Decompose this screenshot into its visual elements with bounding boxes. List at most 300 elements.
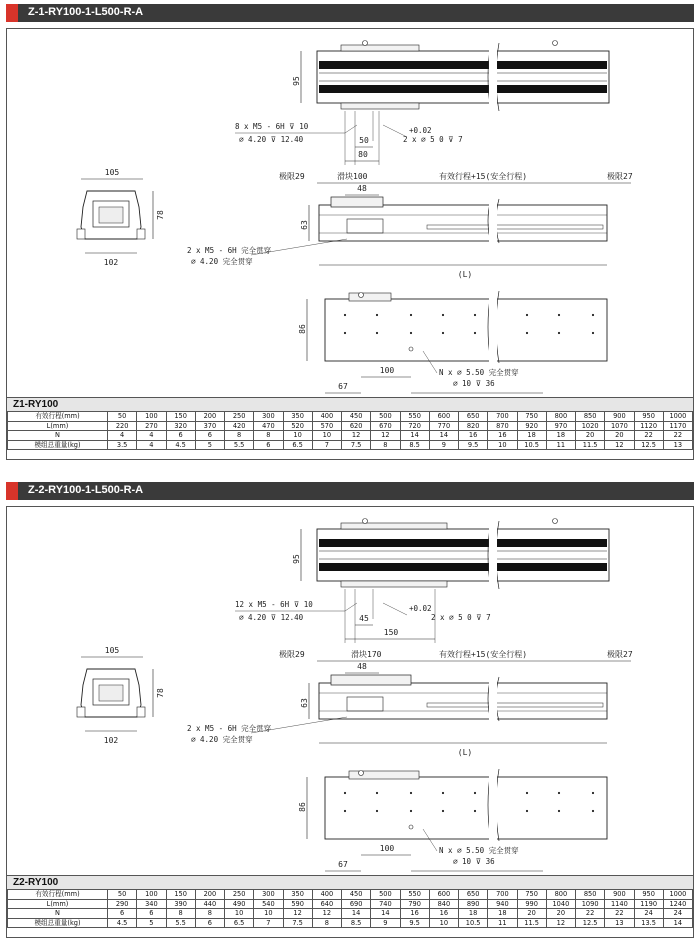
spec-grid-1 (7, 411, 693, 450)
dim-105: 105 (104, 646, 120, 655)
leader-line (345, 125, 357, 133)
table-cell: 440 (195, 899, 224, 909)
table-cell: 10.5 (459, 918, 488, 928)
table-cell: 100 (137, 890, 166, 900)
table-cell: 900 (605, 412, 634, 422)
bottom-hole (558, 314, 560, 316)
table-cell: 4 (137, 431, 166, 441)
table-cell: 5 (195, 440, 224, 450)
table-cell: 9 (429, 440, 458, 450)
note-pin-holes: 2 x ⌀ 5 0 ⊽ 7 (431, 613, 491, 622)
table-cell: 290 (108, 899, 137, 909)
table-cell: 750 (517, 890, 546, 900)
dim-63: 63 (300, 220, 309, 230)
label-limit-left: 极限29 (279, 172, 305, 181)
table-cell: 13.5 (634, 918, 663, 928)
note-side-thread: 2 x M5 - 6H 完全贯穿 (187, 246, 272, 255)
table-cell: 18 (546, 431, 575, 441)
table-cell: 12 (605, 440, 634, 450)
table-cell: 6 (137, 909, 166, 919)
table-cell: 6.5 (225, 918, 254, 928)
end-view (77, 646, 165, 745)
table-cell: 9.5 (459, 440, 488, 450)
break-gap (489, 520, 497, 590)
top-belt-lower (319, 563, 607, 571)
note-drill-depth: ⌀ 4.20 ⊽ 12.40 (239, 613, 304, 622)
bottom-hole (376, 314, 378, 316)
table-cell: 7 (254, 918, 283, 928)
dim-105: 105 (104, 168, 120, 177)
table-cell: 20 (605, 431, 634, 441)
dim-67: 67 (338, 860, 348, 869)
table-title-2: Z2-RY100 (7, 875, 693, 889)
table-cell: 1120 (634, 421, 663, 431)
table-cell: 950 (634, 412, 663, 422)
table-cell: 1020 (576, 421, 605, 431)
break-gap (489, 198, 497, 244)
bottom-hole (592, 332, 594, 334)
table-cell: 12 (371, 431, 400, 441)
top-slider-plate (341, 45, 419, 51)
top-slider-plate (341, 523, 447, 529)
label-slider: 滑块100 (337, 172, 368, 181)
table-cell: 10 (429, 918, 458, 928)
table-cell: 350 (283, 890, 312, 900)
table-cell: 850 (576, 890, 605, 900)
top-slider-plate (341, 581, 447, 587)
note-thread-holes: 8 x M5 - 6H ⊽ 10 (235, 122, 309, 131)
dim-100: 100 (379, 844, 395, 853)
end-view-foot (137, 229, 145, 239)
table-cell: 340 (137, 899, 166, 909)
top-view (235, 41, 609, 166)
table-cell: 10 (254, 909, 283, 919)
table-cell: 6 (195, 431, 224, 441)
table-cell: 9 (371, 918, 400, 928)
table-cell: 6 (108, 909, 137, 919)
table-cell: 250 (225, 890, 254, 900)
table-cell: 4 (108, 431, 137, 441)
bottom-hole (344, 792, 346, 794)
bottom-hole (410, 792, 412, 794)
dim-L: (L) (457, 748, 473, 757)
row-header: 有效行程(mm) (8, 890, 108, 900)
row-header: L(mm) (8, 899, 108, 909)
bottom-hole (442, 332, 444, 334)
dim-80: 80 (358, 150, 368, 159)
bottom-view-body (325, 777, 607, 839)
top-belt-lower (319, 85, 607, 93)
side-carriage (347, 219, 383, 233)
note-bottom-counterbore: ⌀ 10 ⊽ 36 (453, 379, 495, 388)
bottom-view (298, 290, 607, 405)
table-cell: 16 (459, 431, 488, 441)
bottom-hole (376, 792, 378, 794)
table-cell: 8 (312, 918, 341, 928)
table-cell: 11.5 (517, 918, 546, 928)
label-slider: 滑块170 (351, 650, 382, 659)
side-view (187, 171, 633, 279)
table-cell: 14 (663, 918, 692, 928)
bottom-hole (344, 810, 346, 812)
spec-table-2 (7, 875, 693, 928)
note-bottom-holes: N x ⌀ 5.50 完全贯穿 (439, 846, 519, 855)
table-row (8, 431, 693, 441)
note-tolerance: +0.02 (409, 126, 432, 135)
table-cell: 13 (663, 440, 692, 450)
note-side-drill: ⌀ 4.20 完全贯穿 (191, 735, 253, 744)
table-cell: 12 (546, 918, 575, 928)
table-cell: 950 (634, 890, 663, 900)
table-cell: 650 (459, 890, 488, 900)
table-cell: 8 (195, 909, 224, 919)
top-nut (363, 519, 368, 524)
table-cell: 10.5 (517, 440, 546, 450)
table-cell: 550 (400, 412, 429, 422)
table-cell: 490 (225, 899, 254, 909)
table-cell: 18 (459, 909, 488, 919)
table-cell: 22 (605, 909, 634, 919)
note-tolerance: +0.02 (409, 604, 432, 613)
table-cell: 8 (254, 431, 283, 441)
dim-48: 48 (357, 184, 367, 193)
end-view-foot (77, 707, 85, 717)
end-view-foot (137, 707, 145, 717)
table-cell: 50 (108, 890, 137, 900)
table-cell: 6.5 (283, 440, 312, 450)
table-cell: 970 (546, 421, 575, 431)
table-cell: 750 (517, 412, 546, 422)
table-cell: 520 (283, 421, 312, 431)
table-cell: 700 (488, 412, 517, 422)
table-cell: 200 (195, 412, 224, 422)
break-gap (489, 676, 497, 722)
dim-100: 100 (379, 366, 395, 375)
bottom-hole (410, 314, 412, 316)
table-cell: 50 (108, 412, 137, 422)
table-cell: 370 (195, 421, 224, 431)
table-cell: 500 (371, 890, 400, 900)
table-cell: 14 (429, 431, 458, 441)
break-gap (489, 290, 497, 364)
spec-table-1 (7, 397, 693, 450)
table-cell: 16 (400, 909, 429, 919)
section-title-1: Z-1-RY100-1-L500-R-A (28, 6, 144, 18)
side-carriage (347, 697, 383, 711)
table-cell: 14 (400, 431, 429, 441)
bottom-hole (592, 314, 594, 316)
table-cell: 7 (312, 440, 341, 450)
leader-line (345, 603, 357, 611)
table-cell: 14 (371, 909, 400, 919)
bottom-hole (474, 332, 476, 334)
header-accent (6, 4, 18, 22)
table-cell: 8 (371, 440, 400, 450)
label-limit-left: 极限29 (279, 650, 305, 659)
break-gap (489, 768, 497, 842)
table-cell: 1000 (663, 412, 692, 422)
table-cell: 690 (342, 899, 371, 909)
table-cell: 18 (517, 431, 546, 441)
technical-drawing-2 (7, 507, 693, 875)
bottom-hole (526, 332, 528, 334)
table-cell: 22 (663, 431, 692, 441)
top-view-body (317, 51, 609, 103)
bottom-hole (526, 810, 528, 812)
label-limit-right: 极限27 (607, 172, 633, 181)
table-row (8, 412, 693, 422)
table-cell: 500 (371, 412, 400, 422)
bottom-hole (344, 314, 346, 316)
note-bottom-counterbore: ⌀ 10 ⊽ 36 (453, 857, 495, 866)
bottom-hole (442, 314, 444, 316)
table-cell: 890 (459, 899, 488, 909)
header-accent (6, 482, 18, 500)
table-cell: 5.5 (166, 918, 195, 928)
table-cell: 7.5 (342, 440, 371, 450)
bottom-nut (359, 771, 364, 776)
table-cell: 1070 (605, 421, 634, 431)
bottom-nut (359, 293, 364, 298)
table-cell: 850 (576, 412, 605, 422)
table-cell: 12 (283, 909, 312, 919)
table-cell: 920 (517, 421, 546, 431)
table-cell: 800 (546, 890, 575, 900)
bottom-hole (410, 332, 412, 334)
dim-102: 102 (103, 258, 119, 267)
dim-95: 95 (292, 76, 301, 86)
dim-L: (L) (457, 270, 473, 279)
table-cell: 22 (634, 431, 663, 441)
table-cell: 1040 (546, 899, 575, 909)
dim-67: 67 (338, 382, 348, 391)
table-cell: 840 (429, 899, 458, 909)
table-cell: 6 (195, 918, 224, 928)
table-cell: 600 (429, 412, 458, 422)
dim-48: 48 (357, 662, 367, 671)
side-view (187, 649, 633, 757)
top-nut (363, 41, 368, 46)
section-header-2 (6, 482, 694, 500)
table-cell: 22 (576, 909, 605, 919)
table-cell: 600 (429, 890, 458, 900)
table-cell: 400 (312, 412, 341, 422)
table-cell: 640 (312, 899, 341, 909)
table-cell: 3.5 (108, 440, 137, 450)
row-header: 有效行程(mm) (8, 412, 108, 422)
table-cell: 350 (283, 412, 312, 422)
side-screw-slot (427, 225, 603, 229)
table-cell: 550 (400, 890, 429, 900)
table-cell: 24 (663, 909, 692, 919)
table-cell: 9.5 (400, 918, 429, 928)
bottom-hole (558, 792, 560, 794)
table-cell: 320 (166, 421, 195, 431)
bottom-view (298, 768, 607, 883)
drawing-svg (7, 29, 693, 397)
table-cell: 8.5 (400, 440, 429, 450)
table-row (8, 909, 693, 919)
table-cell: 900 (605, 890, 634, 900)
table-cell: 940 (488, 899, 517, 909)
table-cell: 16 (429, 909, 458, 919)
table-cell: 800 (546, 412, 575, 422)
table-cell: 250 (225, 412, 254, 422)
note-drill-depth: ⌀ 4.20 ⊽ 12.40 (239, 135, 304, 144)
table-cell: 6 (166, 431, 195, 441)
table-cell: 620 (342, 421, 371, 431)
top-nut (553, 41, 558, 46)
drawing-svg (7, 507, 693, 875)
bottom-hole (474, 792, 476, 794)
table-cell: 150 (166, 412, 195, 422)
bottom-slider (349, 293, 391, 301)
table-cell: 18 (488, 909, 517, 919)
table-cell: 150 (166, 890, 195, 900)
dim-78: 78 (156, 210, 165, 220)
top-nut (553, 519, 558, 524)
top-belt-upper (319, 61, 607, 69)
dim-86: 86 (298, 802, 307, 812)
table-cell: 16 (488, 431, 517, 441)
table-cell: 7.5 (283, 918, 312, 928)
table-cell: 14 (342, 909, 371, 919)
drawing-panel-2 (6, 506, 694, 938)
table-cell: 450 (342, 890, 371, 900)
table-cell: 11 (546, 440, 575, 450)
dim-78: 78 (156, 688, 165, 698)
side-screw-slot (427, 703, 603, 707)
table-cell: 1190 (634, 899, 663, 909)
table-cell: 10 (488, 440, 517, 450)
section-title-2: Z-2-RY100-1-L500-R-A (28, 484, 144, 496)
table-cell: 590 (283, 899, 312, 909)
end-view-foot (77, 229, 85, 239)
table-cell: 570 (312, 421, 341, 431)
table-cell: 12.5 (576, 918, 605, 928)
top-view-body (317, 529, 609, 581)
table-cell: 200 (195, 890, 224, 900)
bottom-view-body (325, 299, 607, 361)
table-cell: 820 (459, 421, 488, 431)
table-cell: 540 (254, 899, 283, 909)
bottom-hole (474, 810, 476, 812)
note-side-drill: ⌀ 4.20 完全贯穿 (191, 257, 253, 266)
table-title-1: Z1-RY100 (7, 397, 693, 411)
table-cell: 5 (137, 918, 166, 928)
table-cell: 300 (254, 890, 283, 900)
table-cell: 12.5 (634, 440, 663, 450)
row-header: N (8, 431, 108, 441)
table-cell: 770 (429, 421, 458, 431)
row-header: 模组总重量(kg) (8, 918, 108, 928)
bottom-hole (558, 332, 560, 334)
note-side-thread: 2 x M5 - 6H 完全贯穿 (187, 724, 272, 733)
bottom-hole (474, 314, 476, 316)
table-cell: 650 (459, 412, 488, 422)
bottom-hole (442, 810, 444, 812)
dim-50: 45 (359, 614, 369, 623)
section-header-1 (6, 4, 694, 22)
end-view-inner (99, 685, 123, 701)
row-header: L(mm) (8, 421, 108, 431)
table-cell: 100 (137, 412, 166, 422)
bottom-hole (526, 792, 528, 794)
table-row (8, 440, 693, 450)
table-cell: 1000 (663, 890, 692, 900)
table-cell: 12 (342, 431, 371, 441)
table-cell: 700 (488, 890, 517, 900)
table-cell: 470 (254, 421, 283, 431)
table-cell: 1170 (663, 421, 692, 431)
label-effective-stroke: 有效行程+15(安全行程) (439, 650, 528, 659)
table-cell: 13 (605, 918, 634, 928)
bottom-hole (558, 810, 560, 812)
dim-63: 63 (300, 698, 309, 708)
table-row (8, 421, 693, 431)
bottom-hole (344, 332, 346, 334)
table-cell: 4.5 (166, 440, 195, 450)
table-cell: 670 (371, 421, 400, 431)
note-thread-holes: 12 x M5 - 6H ⊽ 10 (235, 600, 313, 609)
table-cell: 740 (371, 899, 400, 909)
table-cell: 4.5 (108, 918, 137, 928)
table-cell: 6 (254, 440, 283, 450)
table-cell: 400 (312, 890, 341, 900)
bottom-hole (592, 792, 594, 794)
table-cell: 8 (166, 909, 195, 919)
break-gap (489, 42, 497, 112)
side-slider (331, 675, 411, 685)
table-cell: 10 (312, 431, 341, 441)
top-slider-plate (341, 103, 419, 109)
leader-line (383, 603, 407, 615)
table-cell: 8 (225, 431, 254, 441)
drawing-panel-1 (6, 28, 694, 460)
table-cell: 990 (517, 899, 546, 909)
side-slider (331, 197, 383, 207)
table-row (8, 899, 693, 909)
bottom-hole (410, 810, 412, 812)
table-cell: 870 (488, 421, 517, 431)
table-cell: 1090 (576, 899, 605, 909)
spec-grid-2 (7, 889, 693, 928)
table-cell: 270 (137, 421, 166, 431)
table-cell: 12 (312, 909, 341, 919)
label-effective-stroke: 有效行程+15(安全行程) (439, 172, 528, 181)
bottom-hole (526, 314, 528, 316)
bottom-hole (592, 810, 594, 812)
table-cell: 420 (225, 421, 254, 431)
table-cell: 4 (137, 440, 166, 450)
dim-50: 50 (359, 136, 369, 145)
table-cell: 790 (400, 899, 429, 909)
dim-86: 86 (298, 324, 307, 334)
top-belt-upper (319, 539, 607, 547)
table-cell: 220 (108, 421, 137, 431)
bottom-hole (376, 332, 378, 334)
table-cell: 20 (546, 909, 575, 919)
label-limit-right: 极限27 (607, 650, 633, 659)
table-cell: 10 (225, 909, 254, 919)
table-cell: 300 (254, 412, 283, 422)
bottom-hole (376, 810, 378, 812)
table-cell: 24 (634, 909, 663, 919)
table-cell: 10 (283, 431, 312, 441)
bottom-hole (442, 792, 444, 794)
table-cell: 20 (517, 909, 546, 919)
table-row (8, 890, 693, 900)
